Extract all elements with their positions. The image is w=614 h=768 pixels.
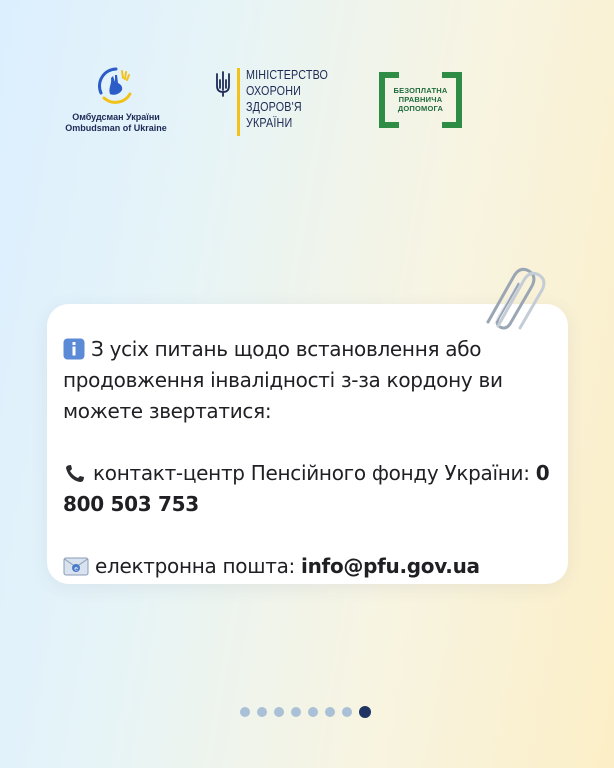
email-icon [63, 555, 89, 577]
phone-icon [63, 462, 87, 484]
pagination-dot[interactable] [240, 707, 250, 717]
ministry-line-2: ОХОРОНИ [246, 84, 302, 98]
intro-paragraph [63, 334, 563, 427]
ministry-divider [237, 68, 240, 136]
intro-text: З усіх питань щодо встановлення або продовження інвалідності з-за кордону ви можете звертатися: [63, 337, 503, 423]
pagination-dot[interactable] [291, 707, 301, 717]
email-paragraph [63, 551, 563, 582]
legal-aid-line-3: ДОПОМОГА [397, 104, 444, 113]
ministry-name [246, 67, 328, 131]
phone-number[interactable]: 0 800 503 753 [63, 461, 550, 516]
pagination-dots [240, 705, 371, 719]
phone-paragraph [63, 458, 563, 520]
ministry-line-3: ЗДОРОВ'Я [246, 100, 302, 114]
ombudsman-name-ua: Омбудсман України [72, 112, 160, 122]
legal-aid-logo [379, 72, 462, 128]
ombudsman-logo [56, 66, 176, 134]
pagination-dot[interactable] [257, 707, 267, 717]
info-icon [63, 338, 85, 360]
svg-text:e: e [74, 565, 78, 573]
pagination-dot[interactable] [308, 707, 318, 717]
legal-aid-line-1: БЕЗОПЛАТНА [393, 86, 448, 95]
email-value[interactable]: info@pfu.gov.ua [301, 554, 480, 578]
ministry-line-1: МІНІСТЕРСТВО [246, 68, 329, 82]
pagination-dot[interactable] [274, 707, 284, 717]
pagination-dot[interactable] [342, 707, 352, 717]
info-card [47, 304, 568, 584]
email-label: електронна пошта: [95, 554, 295, 578]
phone-label: контакт-центр Пенсійного фонду України: [93, 461, 530, 485]
ombudsman-name-en: Ombudsman of Ukraine [65, 123, 167, 133]
pagination-dot-active[interactable] [359, 706, 371, 718]
pagination-dot[interactable] [325, 707, 335, 717]
ministry-line-4: УКРАЇНИ [246, 116, 293, 130]
ombudsman-emblem-icon [96, 66, 136, 106]
paperclip-icon [474, 262, 550, 332]
legal-aid-line-2: ПРАВНИЧА [398, 95, 443, 104]
trident-icon [215, 70, 231, 98]
